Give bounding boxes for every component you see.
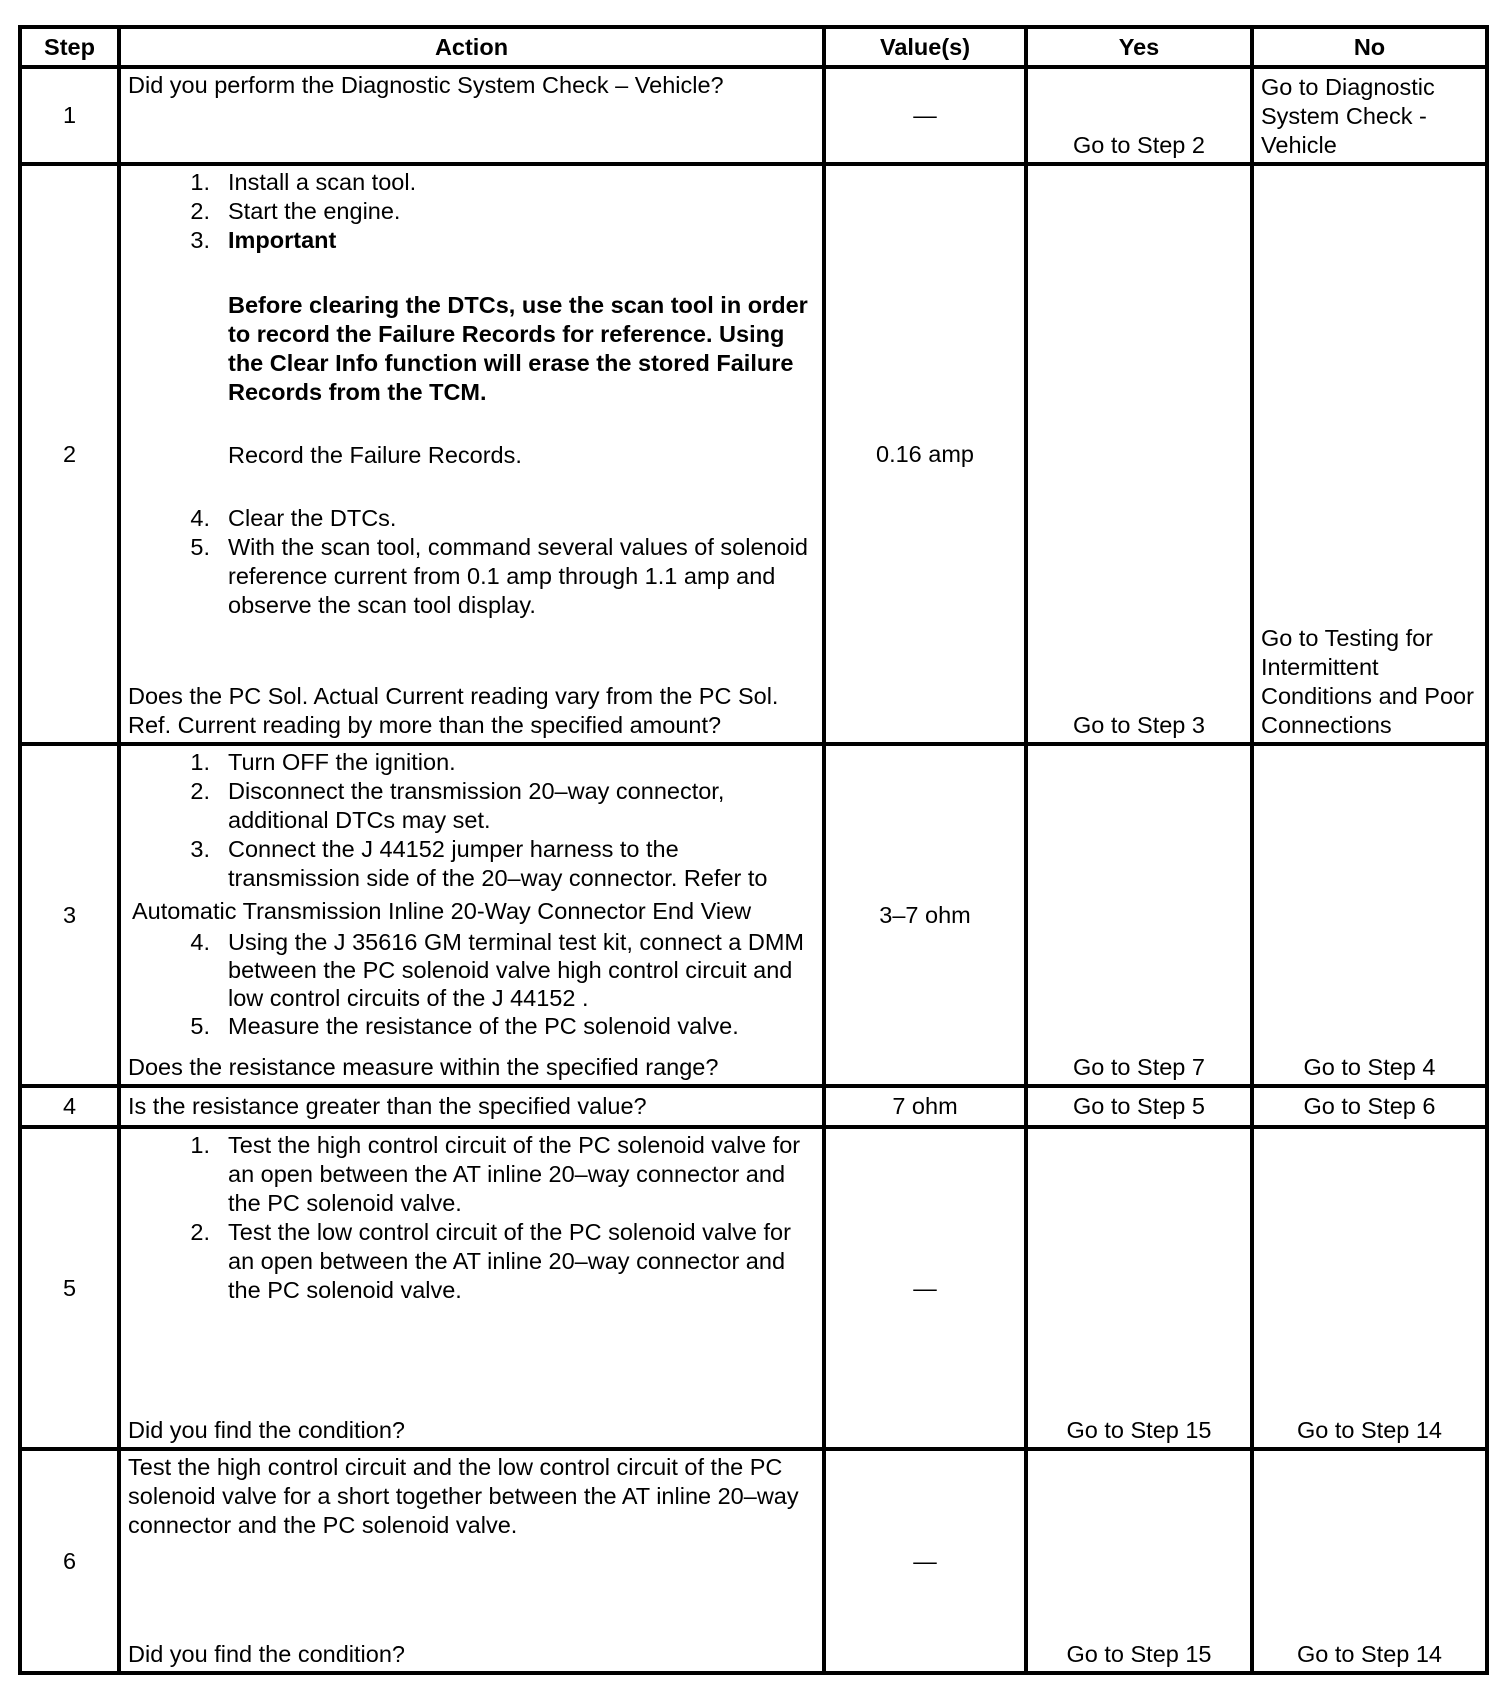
item-number: 1. (190, 749, 210, 775)
action-steps-continued (128, 504, 815, 620)
item-text: Clear the DTCs. (228, 505, 397, 531)
list-item (128, 504, 815, 533)
step-number: 3 (20, 744, 119, 1086)
header-values: Value(s) (824, 27, 1026, 67)
action-text: Test the high control circuit and the low control circuit of the PC solenoid valve for a short together between the AT inline 20–way connector and the PC solenoid valve. (128, 1454, 799, 1538)
item-text: Disconnect the transmission 20–way connector, additional DTCs may set. (228, 778, 725, 833)
item-number: 4. (190, 505, 210, 531)
question-text: Does the resistance measure within the specified range? (128, 1054, 719, 1080)
list-item (128, 1012, 815, 1040)
value-cell: 0.16 amp (824, 164, 1026, 744)
no-cell: Go to Testing for Intermittent Conditions and Poor Connections (1252, 164, 1487, 744)
action-steps (128, 1131, 815, 1305)
list-item (128, 197, 815, 226)
list-item (128, 835, 815, 893)
table-row-step-2 (20, 164, 1487, 744)
list-item (128, 1131, 815, 1218)
action-cell (119, 1127, 824, 1449)
record-instruction: Record the Failure Records. (228, 442, 522, 468)
important-label: Important (228, 227, 337, 253)
yes-cell: Go to Step 15 (1026, 1449, 1252, 1673)
table-row-step-1 (20, 67, 1487, 164)
question-text: Did you find the condition? (128, 1641, 405, 1667)
diagnostic-table (18, 25, 1489, 1675)
value-cell: 3–7 ohm (824, 744, 1026, 1086)
yes-cell: Go to Step 7 (1026, 744, 1252, 1086)
no-cell: Go to Step 14 (1252, 1449, 1487, 1673)
value-cell: — (824, 1127, 1026, 1449)
yes-cell: Go to Step 3 (1026, 164, 1252, 744)
list-item (128, 168, 815, 197)
item-text: Connect the J 44152 jumper harness to the transmission side of the 20–way connector. Refer to (228, 836, 768, 891)
yes-cell: Go to Step 5 (1026, 1086, 1252, 1127)
item-text: With the scan tool, command several values of solenoid reference current from 0.1 amp through 1.1 amp and observe the scan tool display. (228, 534, 808, 618)
table-row-step-3 (20, 744, 1487, 1086)
important-notice: Before clearing the DTCs, use the scan tool in order to record the Failure Records for reference. Using the Clear Info function will erase the stored Failure Records from the TCM. (228, 292, 808, 405)
item-number: 2. (190, 198, 210, 224)
list-item (128, 748, 815, 777)
action-text: Is the resistance greater than the specified value? (119, 1086, 824, 1127)
item-text: Test the low control circuit of the PC solenoid valve for an open between the AT inline 20–way connector and the PC solenoid valve. (228, 1219, 791, 1303)
item-number: 5. (190, 1013, 210, 1039)
no-cell: Go to Step 14 (1252, 1127, 1487, 1449)
header-yes: Yes (1026, 27, 1252, 67)
question-text: Does the PC Sol. Actual Current reading vary from the PC Sol. Ref. Current reading by more than the specified amount? (128, 683, 779, 738)
action-steps (128, 168, 815, 255)
list-item (128, 226, 815, 255)
header-row (20, 27, 1487, 67)
step-number: 6 (20, 1449, 119, 1673)
step-number: 5 (20, 1127, 119, 1449)
item-text: Measure the resistance of the PC solenoid valve. (228, 1013, 739, 1039)
no-cell: Go to Diagnostic System Check - Vehicle (1252, 67, 1487, 164)
action-steps (128, 748, 815, 893)
no-cell: Go to Step 4 (1252, 744, 1487, 1086)
list-item (128, 533, 815, 620)
item-number: 2. (190, 778, 210, 804)
item-number: 1. (190, 1132, 210, 1158)
value-cell: — (824, 1449, 1026, 1673)
value-cell: — (824, 67, 1026, 164)
item-number: 2. (190, 1219, 210, 1245)
table-row-step-5 (20, 1127, 1487, 1449)
yes-cell: Go to Step 15 (1026, 1127, 1252, 1449)
step-number: 4 (20, 1086, 119, 1127)
item-text: Start the engine. (228, 198, 401, 224)
action-cell (119, 744, 824, 1086)
action-text: Did you perform the Diagnostic System Check – Vehicle? (119, 67, 824, 164)
table-row-step-4 (20, 1086, 1487, 1127)
step-number: 2 (20, 164, 119, 744)
no-cell: Go to Step 6 (1252, 1086, 1487, 1127)
header-no: No (1252, 27, 1487, 67)
connector-end-view-reference: Automatic Transmission Inline 20-Way Connector End View (132, 898, 752, 924)
list-item (128, 928, 815, 1012)
header-action: Action (119, 27, 824, 67)
list-item (128, 777, 815, 835)
table-row-step-6 (20, 1449, 1487, 1673)
item-text: Install a scan tool. (228, 169, 417, 195)
item-number: 4. (190, 929, 210, 955)
item-number: 5. (190, 534, 210, 560)
item-number: 3. (190, 227, 210, 253)
question-text: Did you find the condition? (128, 1417, 405, 1443)
item-text: Test the high control circuit of the PC solenoid valve for an open between the AT inline 20–way connector and the PC solenoid valve. (228, 1132, 801, 1216)
value-cell: 7 ohm (824, 1086, 1026, 1127)
action-steps-continued (128, 928, 815, 1040)
step-number: 1 (20, 67, 119, 164)
action-cell (119, 1449, 824, 1673)
item-text: Turn OFF the ignition. (228, 749, 456, 775)
item-number: 3. (190, 836, 210, 862)
yes-cell: Go to Step 2 (1026, 67, 1252, 164)
list-item (128, 1218, 815, 1305)
header-step: Step (20, 27, 119, 67)
action-cell (119, 164, 824, 744)
item-text: Using the J 35616 GM terminal test kit, connect a DMM between the PC solenoid valve high control circuit and low control circuits of the J 44152 . (228, 929, 804, 1011)
item-number: 1. (190, 169, 210, 195)
